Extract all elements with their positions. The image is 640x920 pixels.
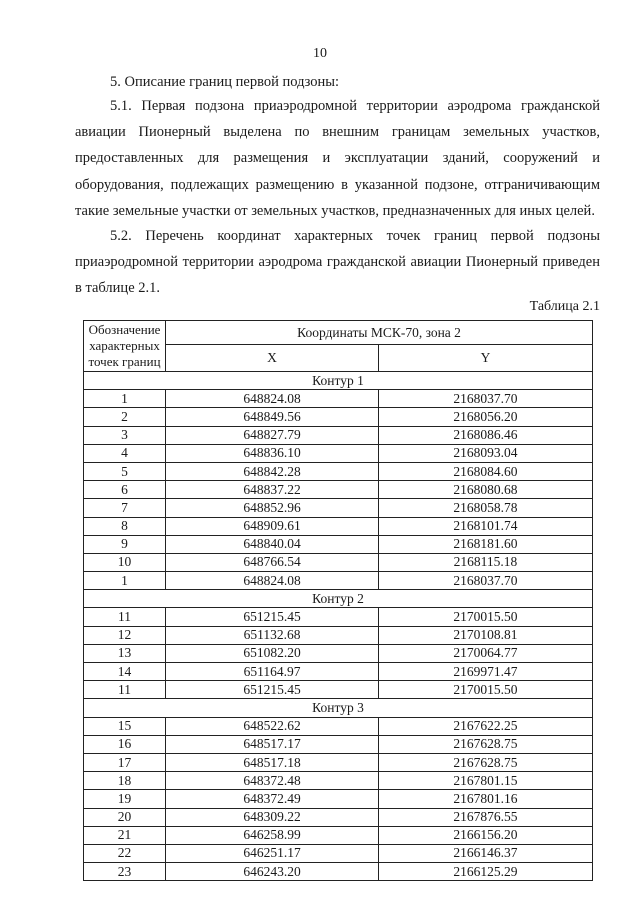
contour-row <box>84 590 593 608</box>
x-coordinate: 651082.20 <box>166 644 379 662</box>
header-y: Y <box>378 345 592 372</box>
y-coordinate: 2166146.37 <box>378 844 592 862</box>
point-number: 3 <box>84 426 166 444</box>
y-coordinate: 2168084.60 <box>378 462 592 480</box>
point-number: 12 <box>84 626 166 644</box>
point-number: 22 <box>84 844 166 862</box>
contour-label: Контур 2 <box>84 590 593 608</box>
x-coordinate: 648824.08 <box>166 390 379 408</box>
y-coordinate: 2167622.25 <box>378 717 592 735</box>
point-number: 6 <box>84 481 166 499</box>
point-number: 7 <box>84 499 166 517</box>
table-row <box>84 608 593 626</box>
point-number: 10 <box>84 553 166 571</box>
y-coordinate: 2168093.04 <box>378 444 592 462</box>
y-coordinate: 2170108.81 <box>378 626 592 644</box>
x-coordinate: 646251.17 <box>166 844 379 862</box>
y-coordinate: 2166125.29 <box>378 863 592 881</box>
table-row <box>84 499 593 517</box>
point-number: 16 <box>84 735 166 753</box>
x-coordinate: 648827.79 <box>166 426 379 444</box>
point-number: 18 <box>84 772 166 790</box>
table-row <box>84 790 593 808</box>
point-number: 15 <box>84 717 166 735</box>
x-coordinate: 651164.97 <box>166 663 379 681</box>
header-x: X <box>166 345 379 372</box>
table-row <box>84 481 593 499</box>
table-row <box>84 681 593 699</box>
y-coordinate: 2170015.50 <box>378 681 592 699</box>
table-row <box>84 572 593 590</box>
point-number: 5 <box>84 462 166 480</box>
table-row <box>84 535 593 553</box>
y-coordinate: 2168080.68 <box>378 481 592 499</box>
point-number: 11 <box>84 681 166 699</box>
x-coordinate: 648849.56 <box>166 408 379 426</box>
y-coordinate: 2167801.16 <box>378 790 592 808</box>
paragraph-5-2: 5.2. Перечень координат характерных точек границ первой подзоны приаэродромной территории аэродрома гражданской авиации Пионерный приведен в таблице 2.1. <box>75 228 600 297</box>
contour-label: Контур 3 <box>84 699 593 717</box>
table-row <box>84 426 593 444</box>
table-row <box>84 444 593 462</box>
point-number: 2 <box>84 408 166 426</box>
y-coordinate: 2168181.60 <box>378 535 592 553</box>
coordinates-table <box>83 320 593 881</box>
table-caption: Таблица 2.1 <box>529 299 600 314</box>
table-row <box>84 735 593 753</box>
x-coordinate: 648836.10 <box>166 444 379 462</box>
x-coordinate: 648372.48 <box>166 772 379 790</box>
x-coordinate: 648842.28 <box>166 462 379 480</box>
table-row <box>84 408 593 426</box>
table-row <box>84 626 593 644</box>
y-coordinate: 2167801.15 <box>378 772 592 790</box>
x-coordinate: 648372.49 <box>166 790 379 808</box>
x-coordinate: 651215.45 <box>166 681 379 699</box>
table-row <box>84 553 593 571</box>
x-coordinate: 651132.68 <box>166 626 379 644</box>
point-number: 9 <box>84 535 166 553</box>
table-row <box>84 808 593 826</box>
point-number: 1 <box>84 390 166 408</box>
section-heading: 5. Описание границ первой подзоны: <box>110 74 340 90</box>
y-coordinate: 2168037.70 <box>378 390 592 408</box>
y-coordinate: 2167628.75 <box>378 735 592 753</box>
header-designation: Обозначение характерных точек границ <box>84 321 166 372</box>
y-coordinate: 2167628.75 <box>378 753 592 771</box>
x-coordinate: 646258.99 <box>166 826 379 844</box>
table-row <box>84 844 593 862</box>
point-number: 14 <box>84 663 166 681</box>
point-number: 23 <box>84 863 166 881</box>
table-row <box>84 462 593 480</box>
table-row <box>84 717 593 735</box>
x-coordinate: 648837.22 <box>166 481 379 499</box>
y-coordinate: 2168056.20 <box>378 408 592 426</box>
table-row <box>84 826 593 844</box>
contour-row <box>84 372 593 390</box>
table-row <box>84 517 593 535</box>
x-coordinate: 648909.61 <box>166 517 379 535</box>
point-number: 1 <box>84 572 166 590</box>
x-coordinate: 648309.22 <box>166 808 379 826</box>
x-coordinate: 648517.17 <box>166 735 379 753</box>
x-coordinate: 646243.20 <box>166 863 379 881</box>
coordinates-table-body <box>84 372 593 881</box>
table-row <box>84 644 593 662</box>
y-coordinate: 2168058.78 <box>378 499 592 517</box>
x-coordinate: 651215.45 <box>166 608 379 626</box>
x-coordinate: 648824.08 <box>166 572 379 590</box>
y-coordinate: 2169971.47 <box>378 663 592 681</box>
x-coordinate: 648517.18 <box>166 753 379 771</box>
y-coordinate: 2168101.74 <box>378 517 592 535</box>
point-number: 13 <box>84 644 166 662</box>
y-coordinate: 2168037.70 <box>378 572 592 590</box>
point-number: 21 <box>84 826 166 844</box>
y-coordinate: 2168086.46 <box>378 426 592 444</box>
point-number: 17 <box>84 753 166 771</box>
y-coordinate: 2168115.18 <box>378 553 592 571</box>
page-number: 10 <box>313 46 327 61</box>
point-number: 20 <box>84 808 166 826</box>
point-number: 8 <box>84 517 166 535</box>
table-row <box>84 772 593 790</box>
y-coordinate: 2167876.55 <box>378 808 592 826</box>
table-row <box>84 663 593 681</box>
point-number: 19 <box>84 790 166 808</box>
table-row <box>84 390 593 408</box>
paragraph-5-1: 5.1. Первая подзона приаэродромной территории аэродрома гражданской авиации Пионерный выделена по внешним границам земельных участков, предоставленных для размещения и эксплуатации зданий, сооружений и оборудования, подлежащих размещению в указанной подзоне, отграничивающим такие земельные участки от земельных участков, предназначенных для иных целей. <box>75 98 600 219</box>
x-coordinate: 648522.62 <box>166 717 379 735</box>
table-row <box>84 863 593 881</box>
y-coordinate: 2170064.77 <box>378 644 592 662</box>
contour-row <box>84 699 593 717</box>
header-coordinates: Координаты МСК-70, зона 2 <box>166 321 593 345</box>
y-coordinate: 2166156.20 <box>378 826 592 844</box>
x-coordinate: 648840.04 <box>166 535 379 553</box>
contour-label: Контур 1 <box>84 372 593 390</box>
point-number: 4 <box>84 444 166 462</box>
y-coordinate: 2170015.50 <box>378 608 592 626</box>
point-number: 11 <box>84 608 166 626</box>
x-coordinate: 648766.54 <box>166 553 379 571</box>
x-coordinate: 648852.96 <box>166 499 379 517</box>
table-row <box>84 753 593 771</box>
